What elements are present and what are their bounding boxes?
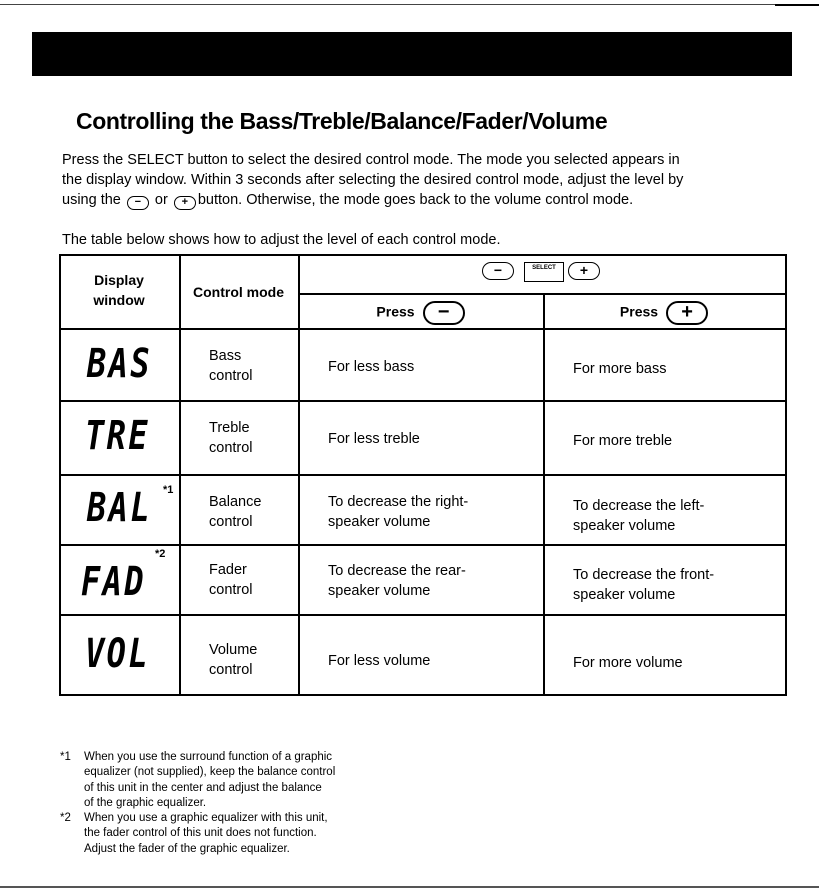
plus-button-icon: + [666, 301, 708, 325]
plus-effect-cell: For more volume [573, 655, 683, 671]
mode-cell: Treble control [209, 420, 253, 456]
plus-icon: + [174, 196, 196, 210]
page-title: Controlling the Bass/Treble/Balance/Fader/Volume [76, 108, 608, 134]
footnote-1: *1 When you use the surround function of a graphic equalizer (not supplied), keep the balance control of this unit in the center and adjust the balance of the graphic equalizer. [60, 751, 336, 809]
minus-effect-cell: To decrease the rear- speaker volume [328, 563, 466, 599]
table-intro: The table below shows how to adjust the level of each control mode. [62, 232, 501, 248]
mode-cell: Volume control [209, 642, 258, 678]
table-border-top [59, 254, 786, 256]
control-table [59, 254, 786, 696]
top-rule-accent [775, 4, 819, 6]
plus-effect-cell: For more treble [573, 433, 673, 449]
intro-line-3-or: or [154, 192, 168, 208]
table-border-bottom [59, 694, 786, 696]
footnote-mark: *2 [155, 548, 166, 560]
footnote-1-mark: *1 [60, 751, 71, 763]
minus-effect-cell: For less treble [328, 431, 420, 447]
header-display-window: Display window [93, 272, 145, 308]
intro-line-3-end: button. Otherwise, the mode goes back to the volume control mode. [197, 192, 634, 208]
lcd-display: VOL [85, 631, 150, 677]
table-header-split [298, 293, 786, 295]
panel-minus-icon: − [482, 262, 514, 280]
table-divider-plus [543, 294, 545, 696]
panel-select-button: SELECT [524, 262, 564, 282]
row-separator [59, 614, 786, 616]
plus-effect-cell: To decrease the front- speaker volume [573, 567, 715, 603]
bottom-rule [0, 886, 819, 888]
lcd-display: TRE [85, 413, 150, 459]
panel-plus-icon: + [568, 262, 600, 280]
footnote-2-mark: *2 [60, 812, 71, 825]
mode-cell: Bass control [209, 348, 253, 384]
intro-line-3-start: using the [62, 192, 121, 208]
row-separator [59, 400, 786, 402]
unit-button-panel [480, 259, 612, 287]
plus-effect-cell: To decrease the left- speaker volume [573, 498, 705, 534]
minus-effect-cell: For less volume [328, 653, 431, 669]
header-press-plus: Press + [543, 301, 785, 325]
row-separator [59, 544, 786, 546]
mode-cell: Fader control [209, 562, 253, 598]
lcd-display: BAS [87, 341, 152, 387]
top-rule [0, 4, 819, 5]
plus-effect-cell: For more bass [573, 361, 667, 377]
lcd-display: FAD [81, 559, 146, 605]
header-press-minus: Press − [298, 301, 543, 325]
intro-line-2: the display window. Within 3 seconds after selecting the desired control mode, adjust the level by [62, 172, 684, 188]
intro-line-1: Press the SELECT button to select the desired control mode. The mode you selected appears in [62, 152, 680, 168]
minus-effect-cell: To decrease the right- speaker volume [328, 494, 469, 530]
header-band [32, 32, 792, 76]
lcd-display: BAL [87, 485, 152, 531]
minus-button-icon: − [423, 301, 465, 325]
header-control-mode: Control mode [193, 284, 284, 300]
minus-icon: − [127, 196, 149, 210]
mode-cell: Balance control [209, 494, 262, 530]
footnote-2: *2 When you use a graphic equalizer with this unit, the fader control of this unit does not function. Adjust the fader of the graphic equalizer. [60, 812, 328, 855]
footnote-mark: *1 [163, 484, 174, 496]
table-header-bottom [59, 328, 786, 330]
row-separator [59, 474, 786, 476]
intro-line-3 [62, 190, 792, 210]
footnotes [60, 750, 420, 857]
intro-paragraph [62, 150, 792, 210]
minus-effect-cell: For less bass [328, 359, 415, 375]
